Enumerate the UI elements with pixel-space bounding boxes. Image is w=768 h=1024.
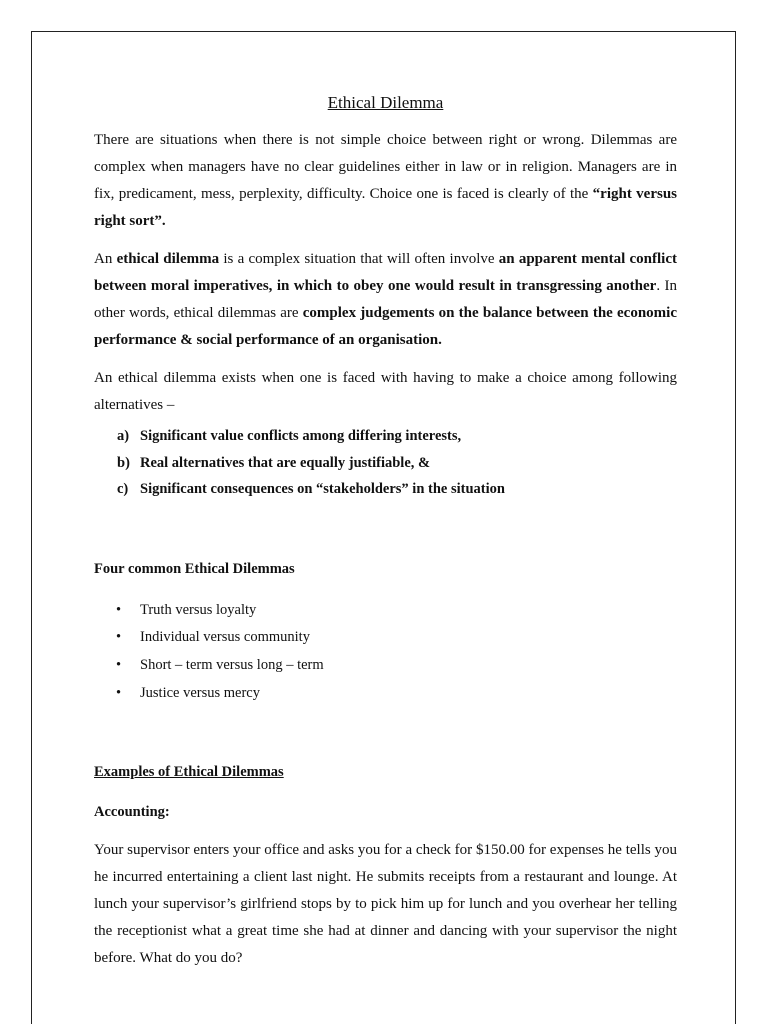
- list-item: [116, 652, 677, 680]
- list-item: [116, 680, 677, 708]
- intro-paragraph: [94, 127, 677, 235]
- definition-text-2: is a complex situation that will often involve: [219, 251, 499, 267]
- definition-bold-3: complex judgements on the balance between the economic performance & social performance of an organisation.: [94, 305, 677, 348]
- bullet-icon: •: [116, 656, 122, 673]
- definition-text-3: . In other words, ethical dilemmas are: [94, 278, 677, 321]
- list-item-text: Significant value conflicts among differing interests,: [140, 428, 462, 444]
- list-item-text: Real alternatives that are equally justifiable, &: [140, 454, 431, 471]
- list-marker: c): [117, 481, 129, 497]
- accounting-heading: Accounting:: [94, 804, 170, 821]
- exists-paragraph: An ethical dilemma exists when one is faced with having to make a choice among following alternatives –: [94, 370, 677, 413]
- list-item-text: Short – term versus long – term: [140, 656, 324, 673]
- definition-paragraph: [94, 246, 677, 354]
- alternatives-list: [94, 423, 677, 503]
- definition-bold-2: an apparent mental conflict between moral imperatives, in which to obey one would result in transgressing another: [94, 251, 677, 294]
- common-dilemmas-heading: Four common Ethical Dilemmas: [94, 560, 295, 577]
- document-content: [94, 92, 677, 972]
- definition-bold-1: ethical dilemma: [116, 251, 220, 267]
- list-item: [116, 597, 677, 625]
- list-marker: b): [117, 454, 130, 471]
- examples-heading: Examples of Ethical Dilemmas: [94, 764, 284, 781]
- list-item-text: Truth versus loyalty: [140, 601, 257, 618]
- bullet-icon: •: [116, 629, 122, 646]
- document-page: [31, 31, 736, 1024]
- list-item-text: Justice versus mercy: [140, 684, 260, 701]
- intro-text: There are situations when there is not simple choice between right or wrong. Dilemmas are complex when managers have no clear guidelines either in law or in religion. Managers are in fix, predicament, mess, perplexity, difficulty. Choice one is faced is clearly of the: [94, 132, 677, 202]
- intro-bold-phrase: “right versus right sort”.: [94, 186, 677, 229]
- bullet-icon: •: [116, 684, 122, 701]
- list-item: [117, 476, 677, 503]
- list-item-text: Individual versus community: [140, 629, 310, 646]
- page-title: Ethical Dilemma: [327, 93, 444, 112]
- common-dilemmas-list: [94, 597, 677, 708]
- accounting-paragraph: Your supervisor enters your office and asks you for a check for $150.00 for expenses he tells you he incurred entertaining a client last night. He submits receipts from a restaurant and lounge. At lunch your supervisor’s girlfriend stops by to pick him up for lunch and you overhear her telling the receptionist what a great time she had at dinner and dancing with your supervisor the night before. What do you do?: [94, 842, 677, 967]
- bullet-icon: •: [116, 601, 122, 618]
- list-item: [117, 450, 677, 477]
- list-marker: a): [117, 428, 130, 444]
- list-item: [117, 423, 677, 450]
- list-item: [116, 624, 677, 652]
- list-item-text: Significant consequences on “stakeholders” in the situation: [140, 481, 505, 497]
- definition-text-1: An: [94, 251, 117, 267]
